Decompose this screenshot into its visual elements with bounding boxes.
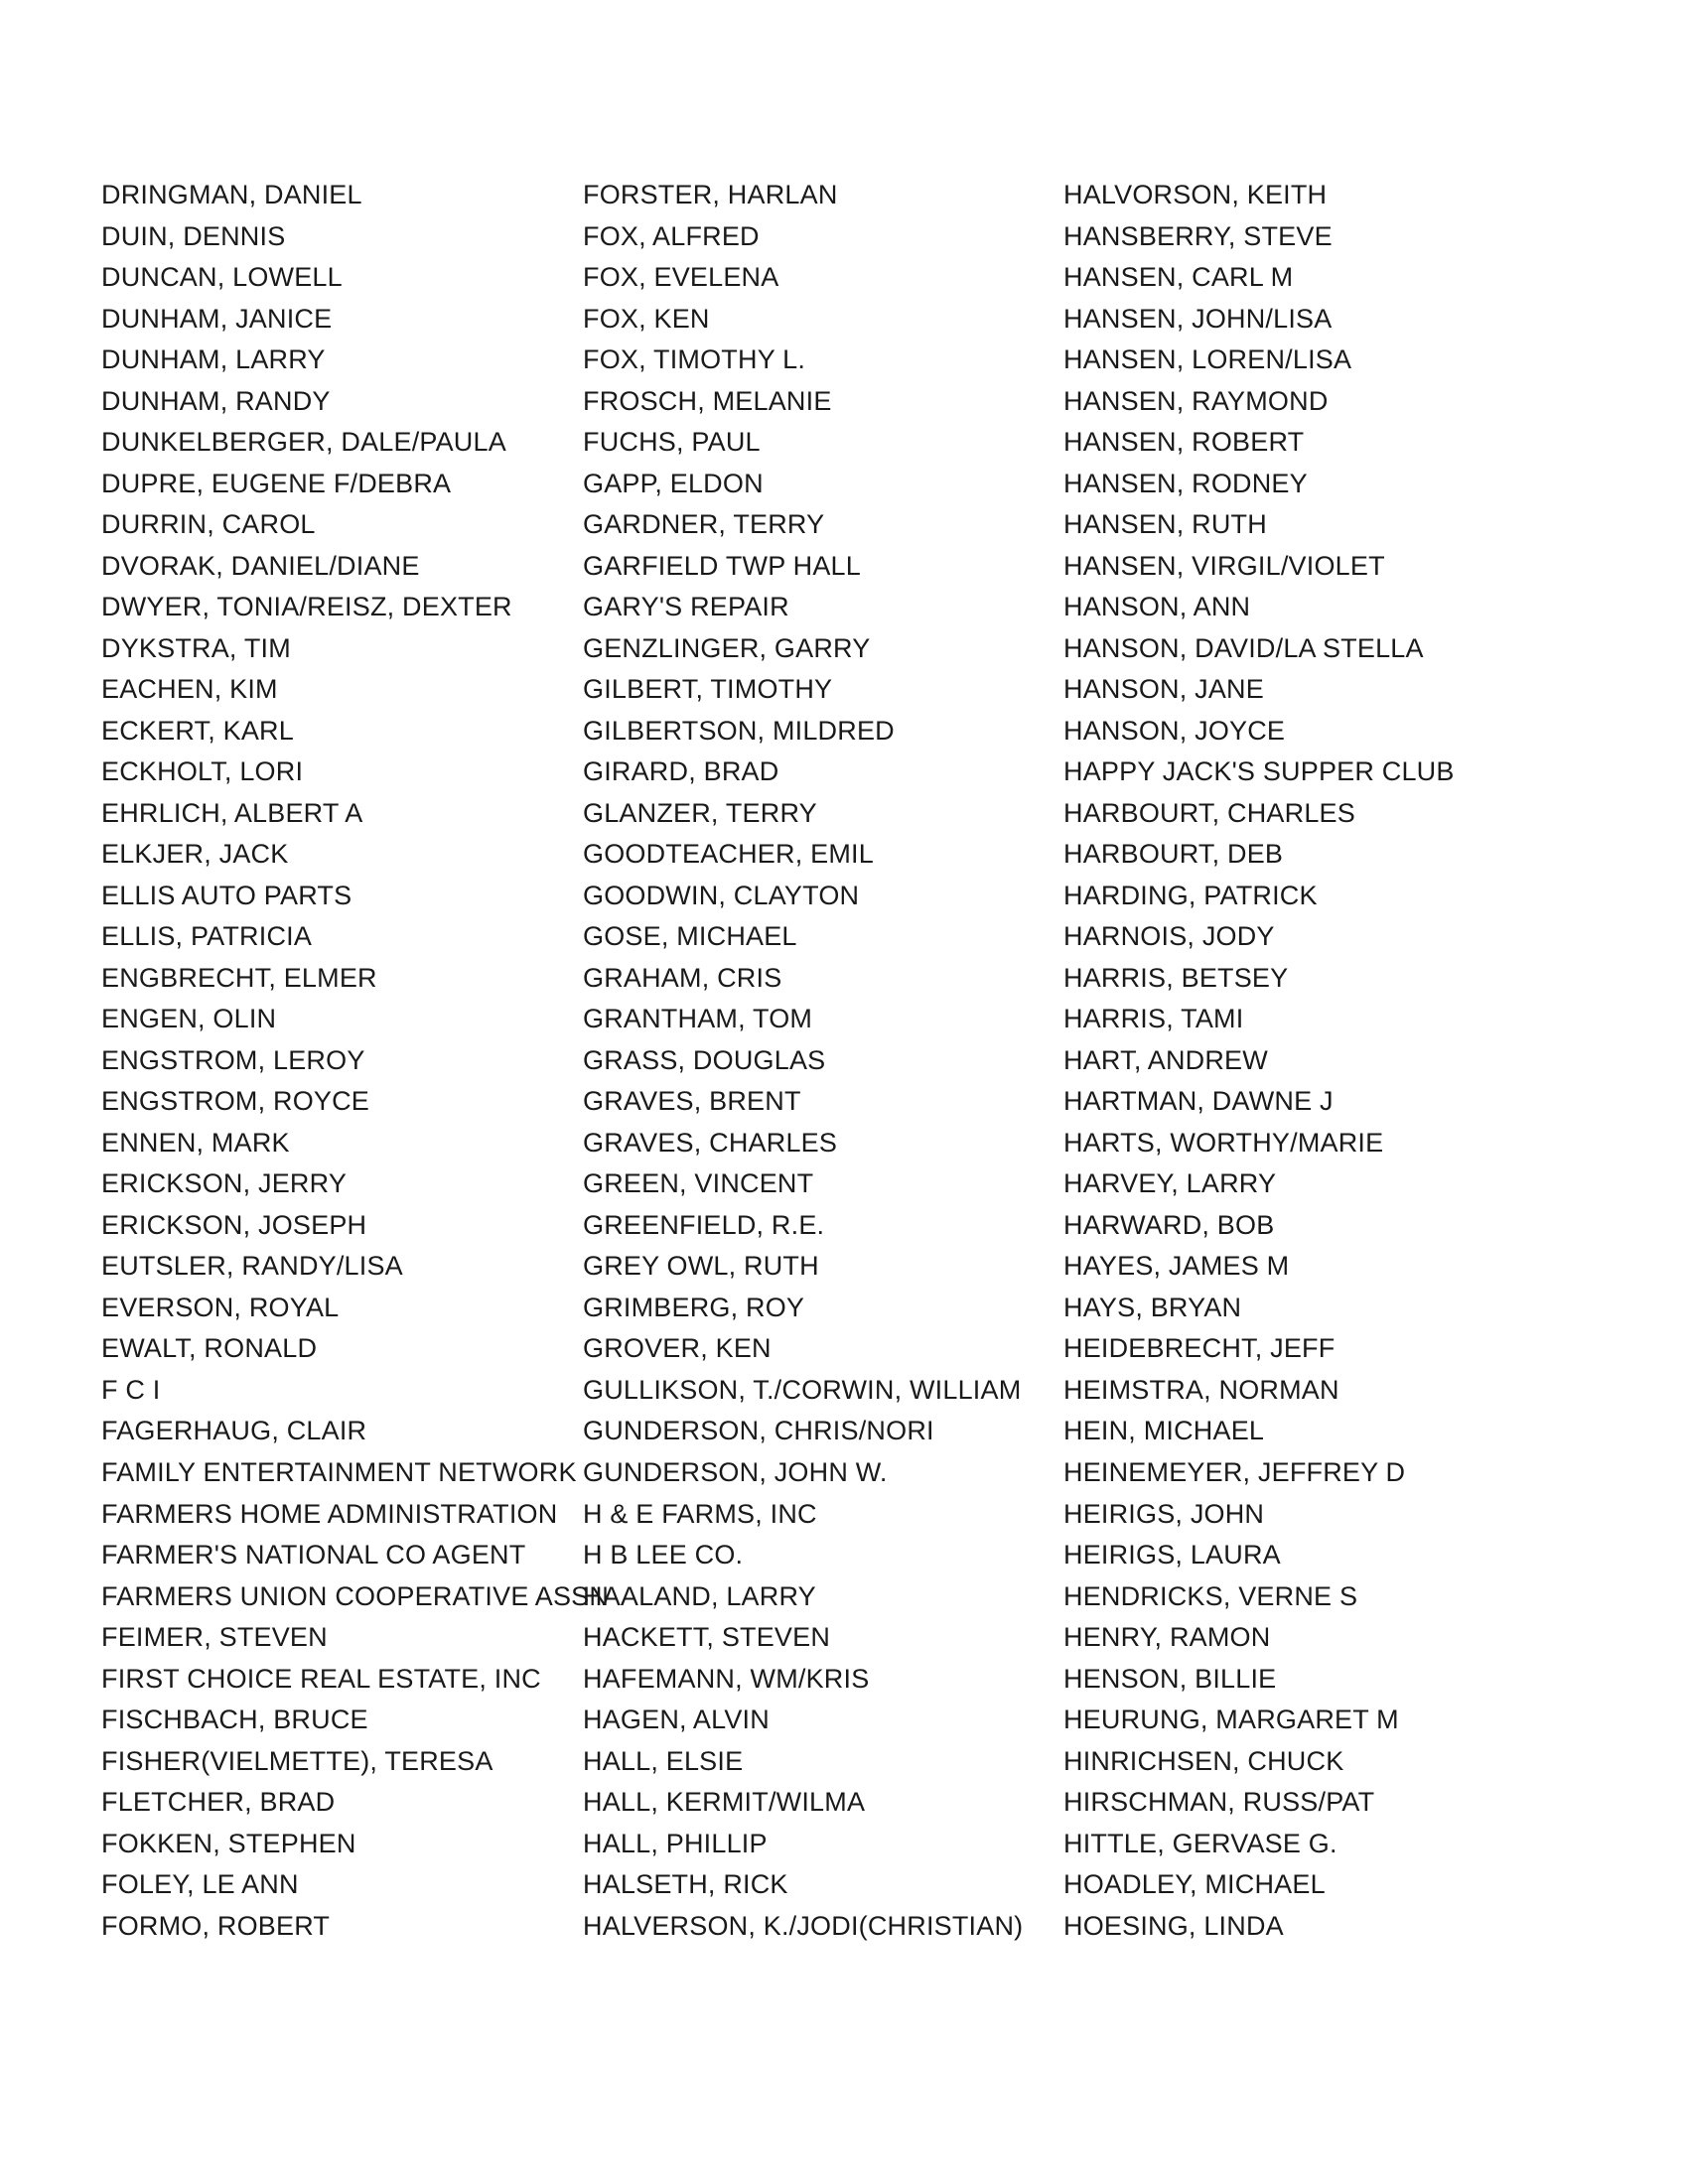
name-entry: HANSEN, RUTH bbox=[1063, 509, 1267, 540]
name-entry: HAGEN, ALVIN bbox=[583, 1705, 770, 1735]
name-entry: HALVERSON, K./JODI(CHRISTIAN) bbox=[583, 1910, 1024, 1941]
name-entry: ECKERT, KARL bbox=[101, 715, 294, 746]
name-entry: GREENFIELD, R.E. bbox=[583, 1209, 825, 1240]
name-entry: ENGBRECHT, ELMER bbox=[101, 962, 377, 993]
name-entry: HEURUNG, MARGARET M bbox=[1063, 1705, 1399, 1735]
name-entry: HEIMSTRA, NORMAN bbox=[1063, 1374, 1339, 1405]
name-entry: HANSON, ANN bbox=[1063, 592, 1251, 622]
name-entry: H B LEE CO. bbox=[583, 1540, 744, 1570]
name-entry: F C I bbox=[101, 1374, 161, 1405]
name-entry: HAPPY JACK'S SUPPER CLUB bbox=[1063, 756, 1455, 787]
name-entry: HALL, PHILLIP bbox=[583, 1828, 768, 1858]
name-entry: ECKHOLT, LORI bbox=[101, 756, 304, 787]
name-entry: ERICKSON, JOSEPH bbox=[101, 1209, 367, 1240]
name-entry: DVORAK, DANIEL/DIANE bbox=[101, 550, 420, 581]
name-entry: DUNHAM, RANDY bbox=[101, 385, 331, 416]
name-entry: FARMERS HOME ADMINISTRATION bbox=[101, 1498, 558, 1529]
name-column-2 bbox=[583, 175, 1023, 1947]
name-entry: HAFEMANN, WM/KRIS bbox=[583, 1663, 870, 1694]
name-column-1 bbox=[101, 175, 609, 1947]
name-entry: ENNEN, MARK bbox=[101, 1127, 290, 1158]
name-entry: GRAVES, BRENT bbox=[583, 1086, 801, 1117]
name-entry: FARMER'S NATIONAL CO AGENT bbox=[101, 1540, 526, 1570]
name-entry: HALL, KERMIT/WILMA bbox=[583, 1787, 866, 1818]
name-entry: GARY'S REPAIR bbox=[583, 592, 789, 622]
name-entry: HEIRIGS, LAURA bbox=[1063, 1540, 1281, 1570]
name-entry: FOX, KEN bbox=[583, 303, 710, 334]
name-column-3 bbox=[1063, 175, 1455, 1947]
name-entry: FAGERHAUG, CLAIR bbox=[101, 1416, 367, 1446]
name-entry: GIRARD, BRAD bbox=[583, 756, 779, 787]
name-entry: FROSCH, MELANIE bbox=[583, 385, 832, 416]
name-entry: HANSON, JOYCE bbox=[1063, 715, 1286, 746]
name-entry: DRINGMAN, DANIEL bbox=[101, 180, 362, 209]
name-entry: HENSON, BILLIE bbox=[1063, 1663, 1277, 1694]
name-entry: GRANTHAM, TOM bbox=[583, 1004, 813, 1034]
name-entry: HARWARD, BOB bbox=[1063, 1209, 1275, 1240]
name-entry: HINRICHSEN, CHUCK bbox=[1063, 1745, 1344, 1776]
name-entry: HARDING, PATRICK bbox=[1063, 880, 1318, 910]
name-entry: GOODWIN, CLAYTON bbox=[583, 880, 860, 910]
name-entry: GUNDERSON, CHRIS/NORI bbox=[583, 1416, 934, 1446]
name-entry: H & E FARMS, INC bbox=[583, 1498, 817, 1529]
name-entry: ELLIS, PATRICIA bbox=[101, 921, 313, 952]
name-entry: DUNHAM, LARRY bbox=[101, 344, 326, 375]
name-entry: HART, ANDREW bbox=[1063, 1044, 1268, 1075]
name-entry: FOX, ALFRED bbox=[583, 220, 760, 251]
name-entry: FOX, EVELENA bbox=[583, 262, 779, 293]
name-entry: GOSE, MICHAEL bbox=[583, 921, 797, 952]
name-entry: EWALT, RONALD bbox=[101, 1333, 318, 1364]
name-entry: DURRIN, CAROL bbox=[101, 509, 316, 540]
name-entry: GRAVES, CHARLES bbox=[583, 1127, 838, 1158]
name-entry: DYKSTRA, TIM bbox=[101, 632, 291, 663]
name-entry: ENGSTROM, ROYCE bbox=[101, 1086, 370, 1117]
name-entry: ENGEN, OLIN bbox=[101, 1004, 277, 1034]
name-entry: EVERSON, ROYAL bbox=[101, 1292, 340, 1322]
name-entry: GREEN, VINCENT bbox=[583, 1168, 814, 1199]
name-entry: HOESING, LINDA bbox=[1063, 1910, 1284, 1941]
name-entry: HALSETH, RICK bbox=[583, 1869, 788, 1900]
name-entry: HANSEN, LOREN/LISA bbox=[1063, 344, 1352, 375]
name-entry: HEIN, MICHAEL bbox=[1063, 1416, 1265, 1446]
name-entry: GRIMBERG, ROY bbox=[583, 1292, 805, 1322]
name-entry: GULLIKSON, T./CORWIN, WILLIAM bbox=[583, 1374, 1022, 1405]
name-entry: HAALAND, LARRY bbox=[583, 1580, 816, 1611]
name-entry: HARTS, WORTHY/MARIE bbox=[1063, 1127, 1384, 1158]
name-entry: GILBERT, TIMOTHY bbox=[583, 674, 833, 705]
name-entry: DUIN, DENNIS bbox=[101, 220, 286, 251]
name-entry: FORMO, ROBERT bbox=[101, 1910, 331, 1941]
name-entry: HAYS, BRYAN bbox=[1063, 1292, 1242, 1322]
name-entry: HENRY, RAMON bbox=[1063, 1622, 1271, 1653]
name-entry: DUPRE, EUGENE F/DEBRA bbox=[101, 468, 452, 498]
name-entry: GLANZER, TERRY bbox=[583, 797, 817, 828]
name-entry: HIRSCHMAN, RUSS/PAT bbox=[1063, 1787, 1375, 1818]
name-entry: HANSEN, RAYMOND bbox=[1063, 385, 1329, 416]
name-entry: DWYER, TONIA/REISZ, DEXTER bbox=[101, 592, 512, 622]
name-entry: GRAHAM, CRIS bbox=[583, 962, 782, 993]
name-entry: DUNKELBERGER, DALE/PAULA bbox=[101, 427, 506, 458]
name-entry: HARRIS, BETSEY bbox=[1063, 962, 1289, 993]
name-entry: DUNCAN, LOWELL bbox=[101, 262, 343, 293]
name-entry: HANSON, JANE bbox=[1063, 674, 1264, 705]
name-entry: HEINEMEYER, JEFFREY D bbox=[1063, 1456, 1406, 1487]
name-entry: ELLIS AUTO PARTS bbox=[101, 880, 352, 910]
name-entry: HALVORSON, KEITH bbox=[1063, 180, 1328, 209]
name-entry: DUNHAM, JANICE bbox=[101, 303, 333, 334]
name-entry: FAMILY ENTERTAINMENT NETWORK bbox=[101, 1456, 577, 1487]
name-entry: HARTMAN, DAWNE J bbox=[1063, 1086, 1334, 1117]
name-entry: HANSEN, ROBERT bbox=[1063, 427, 1305, 458]
name-entry: FIRST CHOICE REAL ESTATE, INC bbox=[101, 1663, 541, 1694]
name-entry: FORSTER, HARLAN bbox=[583, 180, 838, 209]
name-entry: FARMERS UNION COOPERATIVE ASSN bbox=[101, 1580, 610, 1611]
name-entry: HARRIS, TAMI bbox=[1063, 1004, 1244, 1034]
name-entry: HANSEN, VIRGIL/VIOLET bbox=[1063, 550, 1385, 581]
name-entry: GAPP, ELDON bbox=[583, 468, 764, 498]
name-entry: HARNOIS, JODY bbox=[1063, 921, 1275, 952]
name-entry: ERICKSON, JERRY bbox=[101, 1168, 348, 1199]
name-entry: FOKKEN, STEPHEN bbox=[101, 1828, 356, 1858]
name-entry: GROVER, KEN bbox=[583, 1333, 772, 1364]
name-entry: HAYES, JAMES M bbox=[1063, 1251, 1290, 1282]
name-entry: HACKETT, STEVEN bbox=[583, 1622, 831, 1653]
name-entry: GREY OWL, RUTH bbox=[583, 1251, 819, 1282]
name-entry: HANSEN, CARL M bbox=[1063, 262, 1294, 293]
name-entry: HANSBERRY, STEVE bbox=[1063, 220, 1333, 251]
name-entry: EACHEN, KIM bbox=[101, 674, 278, 705]
name-entry: HARVEY, LARRY bbox=[1063, 1168, 1277, 1199]
name-entry: FISCHBACH, BRUCE bbox=[101, 1705, 368, 1735]
name-entry: GUNDERSON, JOHN W. bbox=[583, 1456, 888, 1487]
name-entry: EUTSLER, RANDY/LISA bbox=[101, 1251, 403, 1282]
name-entry: HITTLE, GERVASE G. bbox=[1063, 1828, 1337, 1858]
name-entry: GENZLINGER, GARRY bbox=[583, 632, 871, 663]
name-entry: FUCHS, PAUL bbox=[583, 427, 761, 458]
name-entry: HOADLEY, MICHAEL bbox=[1063, 1869, 1326, 1900]
name-entry: FLETCHER, BRAD bbox=[101, 1787, 336, 1818]
name-entry: FISHER(VIELMETTE), TERESA bbox=[101, 1745, 493, 1776]
name-entry: EHRLICH, ALBERT A bbox=[101, 797, 363, 828]
name-entry: GOODTEACHER, EMIL bbox=[583, 839, 874, 870]
name-entry: ENGSTROM, LEROY bbox=[101, 1044, 365, 1075]
name-entry: HEIRIGS, JOHN bbox=[1063, 1498, 1265, 1529]
name-entry: HENDRICKS, VERNE S bbox=[1063, 1580, 1358, 1611]
name-entry: HEIDEBRECHT, JEFF bbox=[1063, 1333, 1336, 1364]
name-entry: GRASS, DOUGLAS bbox=[583, 1044, 826, 1075]
name-entry: HANSON, DAVID/LA STELLA bbox=[1063, 632, 1424, 663]
name-entry: GILBERTSON, MILDRED bbox=[583, 715, 895, 746]
name-entry: GARDNER, TERRY bbox=[583, 509, 825, 540]
name-entry: HALL, ELSIE bbox=[583, 1745, 744, 1776]
name-entry: HARBOURT, DEB bbox=[1063, 839, 1284, 870]
name-entry: HANSEN, JOHN/LISA bbox=[1063, 303, 1333, 334]
name-entry: FOX, TIMOTHY L. bbox=[583, 344, 806, 375]
name-entry: GARFIELD TWP HALL bbox=[583, 550, 861, 581]
name-entry: ELKJER, JACK bbox=[101, 839, 289, 870]
name-entry: FEIMER, STEVEN bbox=[101, 1622, 328, 1653]
name-entry: FOLEY, LE ANN bbox=[101, 1869, 299, 1900]
name-entry: HANSEN, RODNEY bbox=[1063, 468, 1308, 498]
name-entry: HARBOURT, CHARLES bbox=[1063, 797, 1355, 828]
